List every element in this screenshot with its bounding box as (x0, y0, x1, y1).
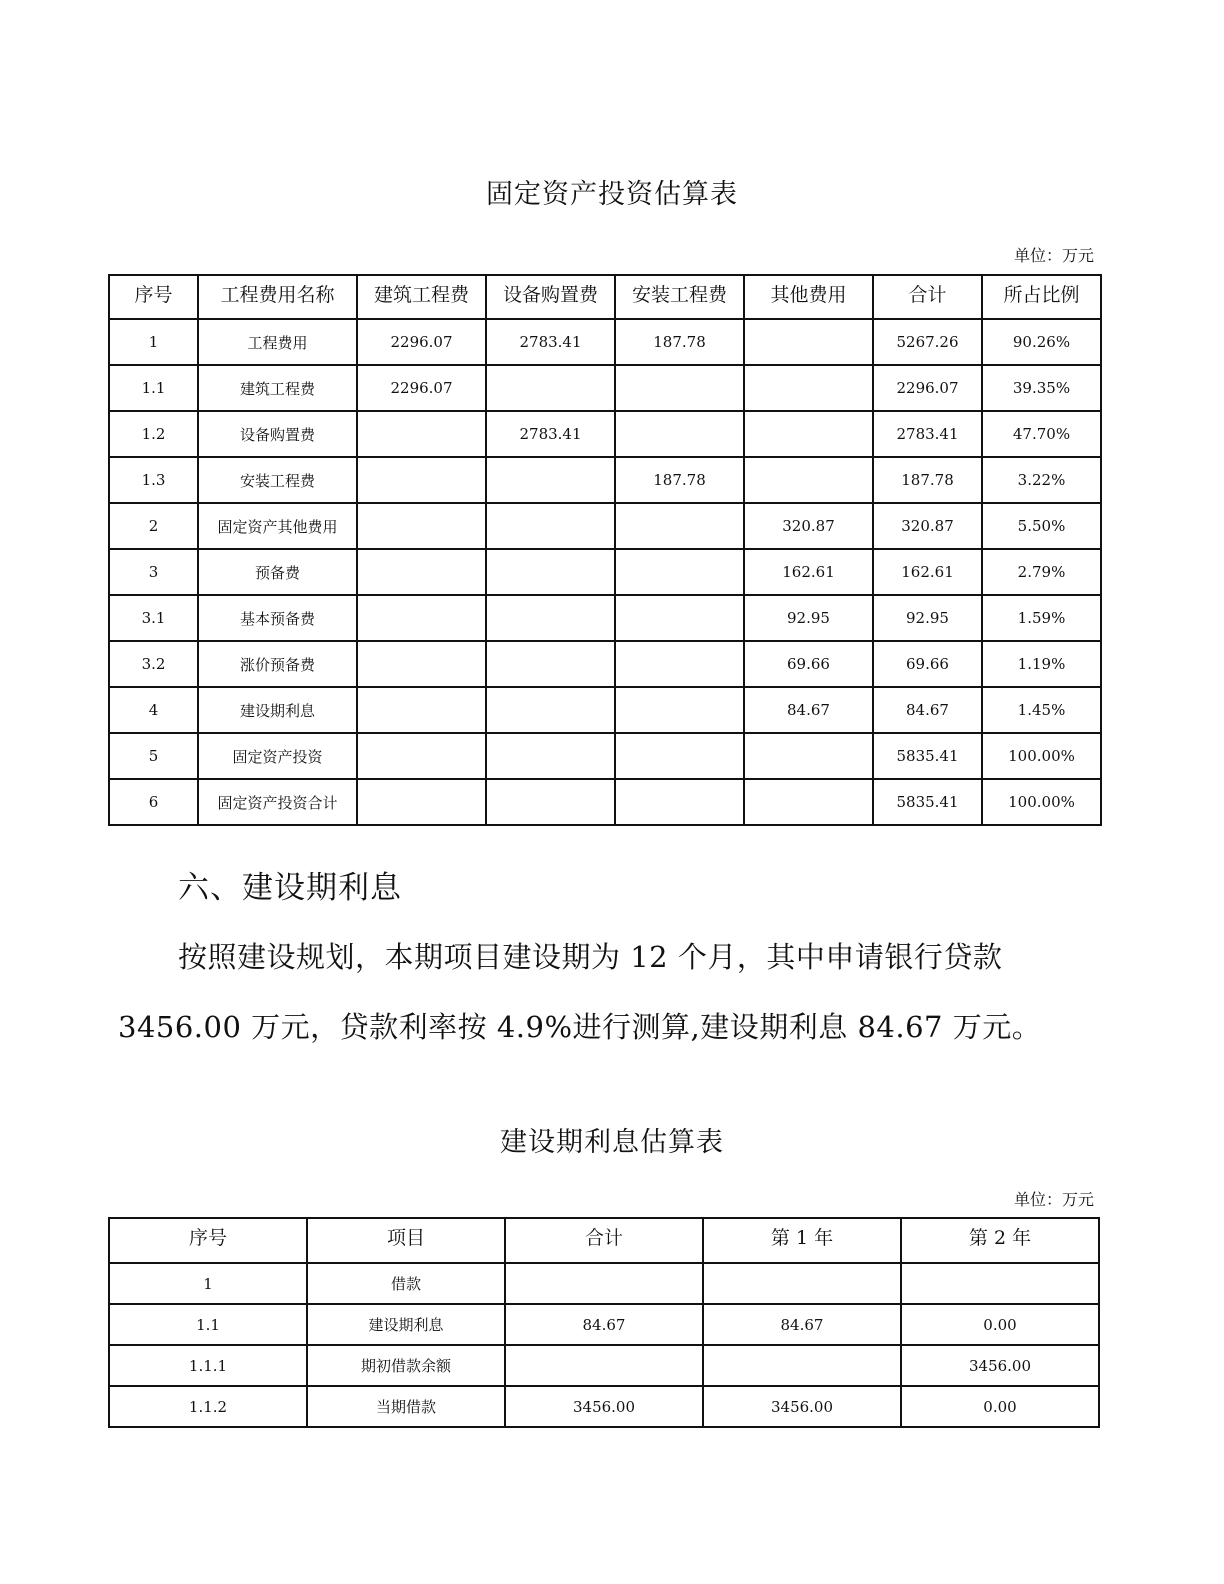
table-cell (486, 503, 615, 549)
table-cell: 320.87 (744, 503, 873, 549)
table-cell (486, 549, 615, 595)
table-cell (703, 1263, 901, 1304)
table-cell: 固定资产投资合计 (198, 779, 357, 825)
table-cell: 期初借款余额 (307, 1345, 505, 1386)
table-cell: 3456.00 (901, 1345, 1099, 1386)
table-cell: 设备购置费 (198, 411, 357, 457)
table-cell: 5835.41 (873, 733, 982, 779)
table-cell (357, 733, 486, 779)
table-cell (505, 1345, 703, 1386)
table-cell: 1.2 (109, 411, 198, 457)
table-cell (744, 733, 873, 779)
table2-header-cell: 序号 (109, 1218, 307, 1263)
table-cell (615, 595, 744, 641)
table-cell: 3456.00 (703, 1386, 901, 1427)
table-cell (615, 779, 744, 825)
table-cell (744, 411, 873, 457)
table-cell: 3.1 (109, 595, 198, 641)
table-cell: 1 (109, 1263, 307, 1304)
table-cell (901, 1263, 1099, 1304)
table-cell (744, 365, 873, 411)
table2-header-cell: 项目 (307, 1218, 505, 1263)
table-cell: 187.78 (615, 457, 744, 503)
table1-row (109, 733, 1101, 779)
table1-row (109, 595, 1101, 641)
table-cell: 工程费用 (198, 319, 357, 365)
table-cell: 2296.07 (873, 365, 982, 411)
table-cell (615, 641, 744, 687)
table-cell: 固定资产投资 (198, 733, 357, 779)
table-cell: 92.95 (873, 595, 982, 641)
table-cell: 69.66 (744, 641, 873, 687)
table-cell: 162.61 (873, 549, 982, 595)
table-cell: 5.50% (982, 503, 1101, 549)
table-cell: 当期借款 (307, 1386, 505, 1427)
table-cell (615, 365, 744, 411)
table-cell: 84.67 (744, 687, 873, 733)
table-cell (357, 411, 486, 457)
table2-header-row (109, 1218, 1099, 1263)
table-cell (615, 549, 744, 595)
table-cell: 2296.07 (357, 319, 486, 365)
table-cell (486, 733, 615, 779)
table-cell: 6 (109, 779, 198, 825)
table2-header-cell: 合计 (505, 1218, 703, 1263)
table1-header-cell: 建筑工程费 (357, 275, 486, 319)
table-cell: 3.22% (982, 457, 1101, 503)
paragraph-line-1: 按照建设规划，本期项目建设期为 12 个月，其中申请银行贷款 (178, 940, 1003, 974)
table-cell (486, 595, 615, 641)
table1-row (109, 319, 1101, 365)
table-cell: 固定资产其他费用 (198, 503, 357, 549)
table-cell (744, 779, 873, 825)
table2-unit-label: 单位：万元 (1013, 1190, 1094, 1209)
table-cell: 5835.41 (873, 779, 982, 825)
table-cell: 预备费 (198, 549, 357, 595)
table-cell: 84.67 (873, 687, 982, 733)
table-cell: 100.00% (982, 779, 1101, 825)
table-cell: 安装工程费 (198, 457, 357, 503)
table2-row (109, 1386, 1099, 1427)
table1-row (109, 365, 1101, 411)
table-cell: 1.19% (982, 641, 1101, 687)
table1-unit-label: 单位：万元 (1013, 246, 1094, 265)
table2-row (109, 1304, 1099, 1345)
table-cell: 0.00 (901, 1386, 1099, 1427)
table-cell (744, 319, 873, 365)
table1-row (109, 457, 1101, 503)
table1-header-row (109, 275, 1101, 319)
table1-row (109, 503, 1101, 549)
table-cell (486, 779, 615, 825)
table2-header-cell: 第 2 年 (901, 1218, 1099, 1263)
table-cell: 1.59% (982, 595, 1101, 641)
table1-row (109, 687, 1101, 733)
table-cell (744, 457, 873, 503)
table-cell (703, 1345, 901, 1386)
table-cell: 2783.41 (873, 411, 982, 457)
table-cell: 2296.07 (357, 365, 486, 411)
table-cell: 90.26% (982, 319, 1101, 365)
table1-header-cell: 工程费用名称 (198, 275, 357, 319)
table-cell: 39.35% (982, 365, 1101, 411)
table-cell: 5 (109, 733, 198, 779)
table-cell: 84.67 (703, 1304, 901, 1345)
table-cell: 187.78 (873, 457, 982, 503)
table-cell (357, 549, 486, 595)
table2-title: 建设期利息估算表 (500, 1127, 724, 1158)
table-cell (357, 641, 486, 687)
table2-row (109, 1345, 1099, 1386)
table1-title: 固定资产投资估算表 (486, 179, 738, 210)
table-cell (486, 365, 615, 411)
table1-header-cell: 其他费用 (744, 275, 873, 319)
table-cell: 5267.26 (873, 319, 982, 365)
table-cell (357, 595, 486, 641)
table-cell: 1 (109, 319, 198, 365)
table-cell: 100.00% (982, 733, 1101, 779)
table-cell (357, 457, 486, 503)
table-cell: 1.3 (109, 457, 198, 503)
table-cell (486, 641, 615, 687)
table1-row (109, 549, 1101, 595)
table1-header-cell: 所占比例 (982, 275, 1101, 319)
table-cell: 320.87 (873, 503, 982, 549)
table1-row (109, 641, 1101, 687)
table-cell: 建设期利息 (198, 687, 357, 733)
table1-row (109, 411, 1101, 457)
table-cell (486, 457, 615, 503)
table-cell: 2783.41 (486, 319, 615, 365)
table-cell: 涨价预备费 (198, 641, 357, 687)
table-cell: 92.95 (744, 595, 873, 641)
table-cell: 建筑工程费 (198, 365, 357, 411)
table-cell (615, 503, 744, 549)
table-cell: 基本预备费 (198, 595, 357, 641)
table-cell (357, 779, 486, 825)
table-cell (357, 503, 486, 549)
table-cell: 162.61 (744, 549, 873, 595)
table1-header-cell: 序号 (109, 275, 198, 319)
paragraph-line-2: 3456.00 万元，贷款利率按 4.9%进行测算,建设期利息 84.67 万元。 (118, 1010, 1042, 1044)
table-cell: 1.1.2 (109, 1386, 307, 1427)
table-cell (615, 411, 744, 457)
table-cell (615, 687, 744, 733)
table-cell: 69.66 (873, 641, 982, 687)
table-cell: 1.1.1 (109, 1345, 307, 1386)
table-cell: 2.79% (982, 549, 1101, 595)
table2-row (109, 1263, 1099, 1304)
table-cell: 47.70% (982, 411, 1101, 457)
table-cell (357, 687, 486, 733)
table1-row (109, 779, 1101, 825)
table-cell: 借款 (307, 1263, 505, 1304)
table1-header-cell: 合计 (873, 275, 982, 319)
fixed-asset-investment-table (108, 274, 1102, 826)
table-cell: 3456.00 (505, 1386, 703, 1427)
table-cell: 3 (109, 549, 198, 595)
table-cell (505, 1263, 703, 1304)
table-cell: 187.78 (615, 319, 744, 365)
table-cell: 84.67 (505, 1304, 703, 1345)
table-cell: 1.1 (109, 1304, 307, 1345)
table1-header-cell: 设备购置费 (486, 275, 615, 319)
table-cell: 4 (109, 687, 198, 733)
construction-interest-table (108, 1217, 1100, 1428)
section-heading: 六、建设期利息 (178, 870, 402, 906)
table-cell: 1.45% (982, 687, 1101, 733)
table-cell: 1.1 (109, 365, 198, 411)
table-cell: 0.00 (901, 1304, 1099, 1345)
table2-header-cell: 第 1 年 (703, 1218, 901, 1263)
table-cell: 建设期利息 (307, 1304, 505, 1345)
table1-header-cell: 安装工程费 (615, 275, 744, 319)
table-cell: 2783.41 (486, 411, 615, 457)
table-cell: 2 (109, 503, 198, 549)
table-cell: 3.2 (109, 641, 198, 687)
table-cell (486, 687, 615, 733)
table-cell (615, 733, 744, 779)
